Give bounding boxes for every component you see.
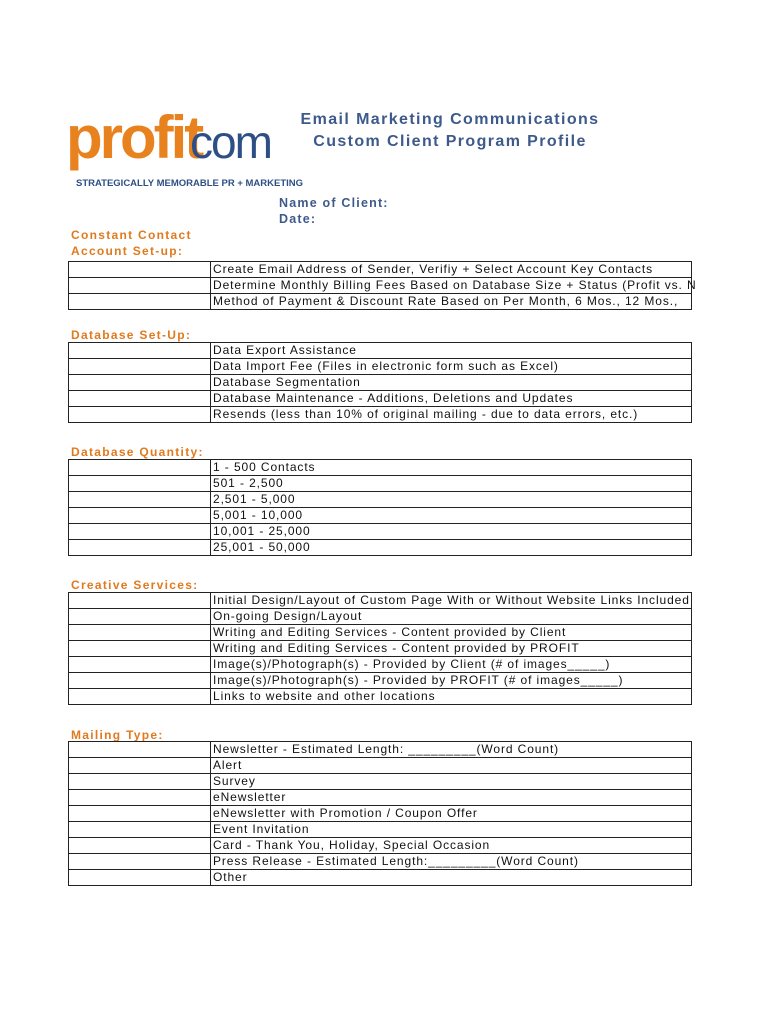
list-item: Links to website and other locations — [213, 689, 436, 703]
section-title-creative-services — [71, 577, 198, 593]
table-row — [69, 524, 692, 540]
list-item: 1 - 500 Contacts — [213, 460, 316, 474]
account-setup-table — [68, 261, 697, 310]
checkbox-cell[interactable] — [69, 641, 211, 657]
section-title-account-setup — [71, 227, 192, 259]
creative-services-table — [68, 592, 692, 705]
table-row — [69, 673, 692, 689]
table-row — [69, 278, 692, 294]
checkbox-cell[interactable] — [69, 822, 211, 838]
list-item: Newsletter - Estimated Length: _________(Word Count) — [213, 742, 560, 756]
section-title-line: Database Quantity: — [71, 445, 204, 459]
table-row — [69, 294, 692, 310]
list-item: Data Export Assistance — [213, 343, 357, 357]
checkbox-cell[interactable] — [69, 407, 211, 423]
section-title-line: Mailing Type: — [71, 728, 164, 742]
list-item: 2,501 - 5,000 — [213, 492, 296, 506]
table-row — [69, 359, 692, 375]
client-name-label: Name of Client: — [279, 196, 389, 210]
page-title-line2: Custom Client Program Profile — [313, 133, 587, 150]
date-label: Date: — [279, 212, 317, 226]
checkbox-cell[interactable] — [69, 673, 211, 689]
database-quantity-table — [68, 459, 692, 556]
list-item: Initial Design/Layout of Custom Page With or Without Website Links Included — [213, 593, 690, 607]
table-row — [69, 758, 692, 774]
table-row — [69, 854, 692, 870]
checkbox-cell[interactable] — [69, 806, 211, 822]
checkbox-cell[interactable] — [69, 774, 211, 790]
list-item: Database Segmentation — [213, 375, 361, 389]
table-row — [69, 492, 692, 508]
table-row — [69, 609, 692, 625]
list-item: Press Release - Estimated Length:_________(Word Count) — [213, 854, 579, 868]
section-title-line: Constant Contact — [71, 228, 192, 242]
checkbox-cell[interactable] — [69, 476, 211, 492]
checkbox-cell[interactable] — [69, 508, 211, 524]
list-item: Resends (less than 10% of original mailing - due to data errors, etc.) — [213, 407, 639, 421]
list-item: Survey — [213, 774, 256, 788]
checkbox-cell[interactable] — [69, 359, 211, 375]
checkbox-cell[interactable] — [69, 375, 211, 391]
table-row — [69, 391, 692, 407]
section-title-line: Database Set-Up: — [71, 328, 192, 342]
checkbox-cell[interactable] — [69, 657, 211, 673]
table-row — [69, 460, 692, 476]
profitcom-logo — [66, 100, 304, 192]
checkbox-cell[interactable] — [69, 540, 211, 556]
list-item: Card - Thank You, Holiday, Special Occasion — [213, 838, 491, 852]
list-item: Database Maintenance - Additions, Deletions and Updates — [213, 391, 574, 405]
table-row — [69, 508, 692, 524]
checkbox-cell[interactable] — [69, 294, 211, 310]
table-row — [69, 407, 692, 423]
list-item: Event Invitation — [213, 822, 310, 836]
table-row — [69, 262, 692, 278]
table-row — [69, 476, 692, 492]
section-title-database-quantity — [71, 444, 204, 460]
list-item: 501 - 2,500 — [213, 476, 284, 490]
table-row — [69, 375, 692, 391]
table-row — [69, 774, 692, 790]
list-item: Method of Payment & Discount Rate Based on Per Month, 6 Mos., 12 Mos., — [213, 294, 679, 308]
table-row — [69, 790, 692, 806]
checkbox-cell[interactable] — [69, 790, 211, 806]
checkbox-cell[interactable] — [69, 689, 211, 705]
checkbox-cell[interactable] — [69, 593, 211, 609]
list-item: Image(s)/Photograph(s) - Provided by PROFIT (# of images_____) — [213, 673, 624, 687]
table-row — [69, 540, 692, 556]
table-row — [69, 625, 692, 641]
list-item: Writing and Editing Services - Content provided by PROFIT — [213, 641, 580, 655]
svg-text:STRATEGICALLY MEMORABLE PR + M: STRATEGICALLY MEMORABLE PR + MARKETING — [76, 178, 304, 189]
checkbox-cell[interactable] — [69, 870, 211, 886]
checkbox-cell[interactable] — [69, 742, 211, 758]
list-item: Data Import Fee (Files in electronic form such as Excel) — [213, 359, 559, 373]
table-row — [69, 657, 692, 673]
table-row — [69, 641, 692, 657]
section-title-database-setup — [71, 327, 191, 343]
checkbox-cell[interactable] — [69, 625, 211, 641]
table-row — [69, 689, 692, 705]
table-row — [69, 343, 692, 359]
table-row — [69, 870, 692, 886]
checkbox-cell[interactable] — [69, 492, 211, 508]
database-setup-table — [68, 342, 692, 423]
list-item: Create Email Address of Sender, Verifiy + Select Account Key Contacts — [213, 262, 653, 276]
list-item: Determine Monthly Billing Fees Based on Database Size + Status (Profit vs. N — [213, 278, 697, 292]
checkbox-cell[interactable] — [69, 391, 211, 407]
table-row — [69, 593, 692, 609]
page-title-line1: Email Marketing Communications — [300, 111, 600, 128]
list-item: eNewsletter — [213, 790, 287, 804]
svg-text:profit: profit — [66, 104, 202, 171]
list-item: 10,001 - 25,000 — [213, 524, 311, 538]
list-item: Image(s)/Photograph(s) - Provided by Client (# of images_____) — [213, 657, 611, 671]
checkbox-cell[interactable] — [69, 854, 211, 870]
checkbox-cell[interactable] — [69, 838, 211, 854]
list-item: 5,001 - 10,000 — [213, 508, 303, 522]
section-title-line: Creative Services: — [71, 578, 199, 592]
section-title-line: Account Set-up: — [71, 244, 184, 258]
table-row — [69, 822, 692, 838]
checkbox-cell[interactable] — [69, 262, 211, 278]
checkbox-cell[interactable] — [69, 758, 211, 774]
list-item: Writing and Editing Services - Content provided by Client — [213, 625, 567, 639]
checkbox-cell[interactable] — [69, 343, 211, 359]
checkbox-cell[interactable] — [69, 460, 211, 476]
svg-text:com: com — [190, 116, 271, 168]
list-item: 25,001 - 50,000 — [213, 540, 311, 554]
checkbox-cell[interactable] — [69, 278, 211, 294]
table-row — [69, 806, 692, 822]
mailing-type-table — [68, 741, 692, 886]
checkbox-cell[interactable] — [69, 524, 211, 540]
list-item: eNewsletter with Promotion / Coupon Offer — [213, 806, 478, 820]
checkbox-cell[interactable] — [69, 609, 211, 625]
list-item: On-going Design/Layout — [213, 609, 363, 623]
table-row — [69, 742, 692, 758]
table-row — [69, 838, 692, 854]
list-item: Alert — [213, 758, 243, 772]
list-item: Other — [213, 870, 248, 884]
